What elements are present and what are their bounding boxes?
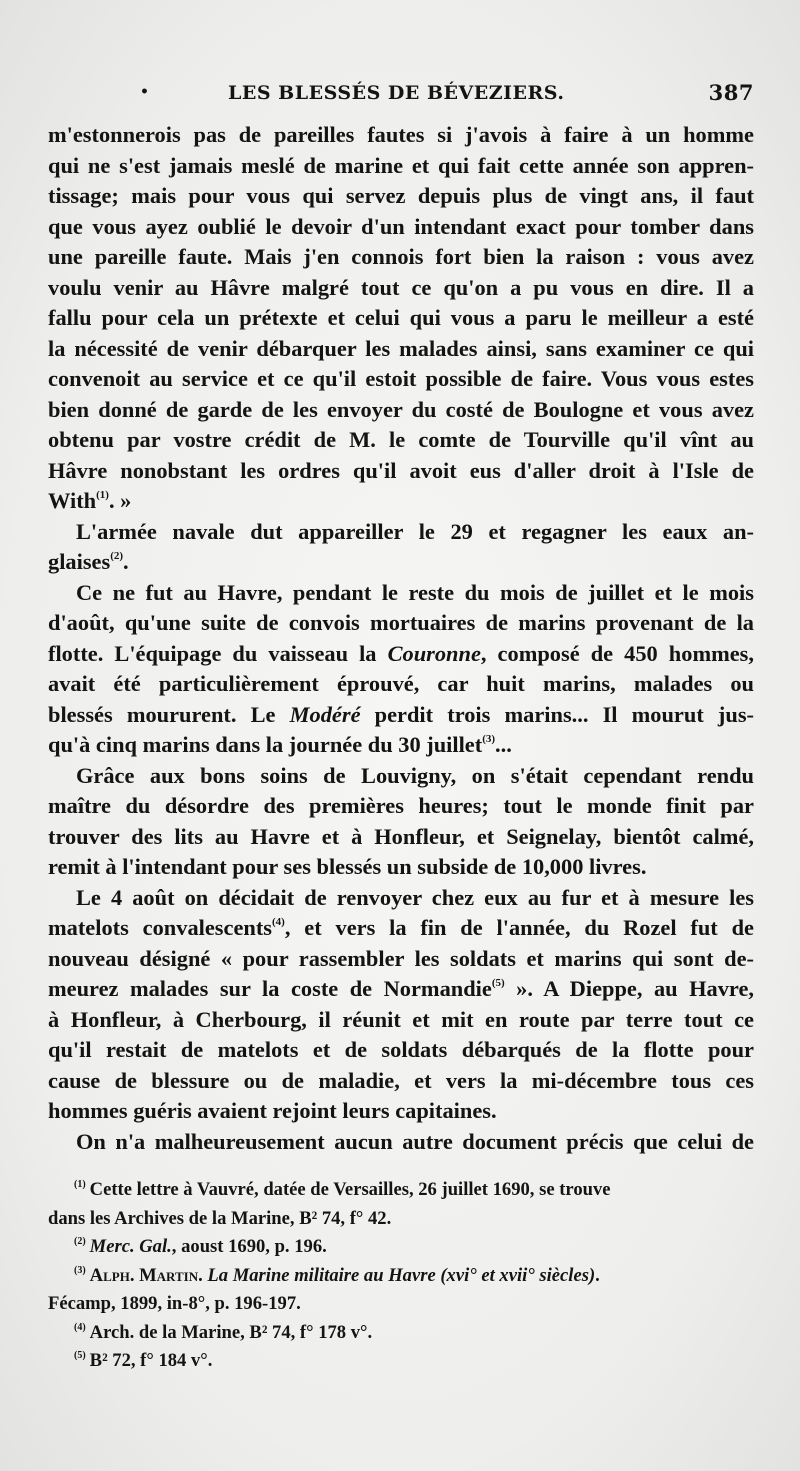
footnote-4 [48, 1319, 760, 1348]
ship-name-couronne: Couronne [387, 640, 481, 666]
text-fragment: With [48, 488, 97, 513]
text-line [48, 639, 754, 670]
text-fragment: flotte. L'équipage du vaisseau la [48, 640, 388, 666]
footnote-text: . [595, 1264, 600, 1286]
text-line: On n'a malheureusement aucun autre document précis que celui de [76, 1128, 754, 1154]
text-line: Hâvre nonobstant les ordres qu'il avoit eus d'aller droit à l'Isle de [48, 457, 754, 483]
text-line [48, 547, 754, 578]
footnote-book-subtitle: (xvi° et xvii° siècles) [440, 1264, 596, 1286]
footnote-mark: (2) [74, 1236, 86, 1247]
footnotes [48, 1176, 760, 1376]
footnote-ref-5[interactable]: (5) [491, 977, 505, 989]
header-dot: • [140, 84, 150, 100]
text-fragment: . [123, 549, 129, 574]
text-line: Ce ne fut au Havre, pendant le reste du mois de juillet et le mois [76, 579, 754, 605]
footnote-2 [48, 1233, 760, 1262]
text-fragment: perdit trois marins... Il mourut jus- [360, 701, 754, 727]
footnote-1-cont: dans les Archives de la Marine, B² 74, f° 42. [48, 1207, 392, 1229]
footnote-mark: (1) [74, 1179, 86, 1190]
text-line: avait été particulièrement éprouvé, car huit marins, malades ou [48, 671, 754, 696]
footnote-ref-3[interactable]: (3) [482, 733, 496, 745]
footnote-mark: (4) [74, 1321, 86, 1333]
footnote-1 [48, 1176, 760, 1205]
text-line: Grâce aux bons soins de Louvigny, on s'était cependant rendu [76, 762, 754, 788]
text-line: qui ne s'est jamais meslé de marine et qui fait cette année son appren- [48, 152, 754, 178]
text-line [48, 700, 754, 731]
footnote-ref-1[interactable]: (1) [96, 489, 109, 501]
text-line: m'estonnerois pas de pareilles fautes si j'avois à faire à un homme [48, 122, 754, 147]
text-line: convenoit au service et ce qu'il estoit possible de faire. Vous vous estes [48, 366, 754, 391]
footnote-mark: (3) [74, 1264, 86, 1276]
running-title: LES BLESSÉS DE BÉVEZIERS. [228, 82, 565, 104]
text-line: la nécessité de venir débarquer les malades ainsi, sans examiner ce qui [48, 335, 754, 361]
footnote-text: Arch. de la Marine, B² 74, f° 178 v°. [89, 1321, 373, 1343]
footnote-book-title: La Marine militaire au Havre [202, 1264, 441, 1286]
text-line: voulu venir au Hâvre malgré tout ce qu'on a pu vous en dire. Il a [48, 274, 754, 300]
text-fragment: . » [108, 488, 132, 513]
text-fragment: matelots convalescents [48, 915, 273, 940]
text-fragment: glaises [48, 549, 111, 574]
footnote-5 [48, 1347, 760, 1376]
text-line: cause de blessure ou de maladie, et vers la mi-décembre tous ces [48, 1067, 754, 1093]
text-fragment: qu'à cinq marins dans la journée du 30 juillet [48, 732, 483, 757]
text-line [48, 974, 754, 1005]
body-text [48, 120, 754, 1157]
text-fragment: , et vers la fin de l'année, du Rozel fut de [284, 915, 754, 940]
text-line: à Honfleur, à Cherbourg, il réunit et mit en route par terre tout ce [48, 1006, 754, 1032]
footnote-text: Cette lettre à Vauvré, datée de Versailles, 26 juillet 1690, se trouve [89, 1179, 611, 1200]
text-fragment: meurez malades sur la coste de Normandie [48, 976, 492, 1001]
footnote-ref-4[interactable]: (4) [272, 916, 285, 928]
footnote-mark: (5) [74, 1350, 86, 1361]
text-line: une pareille faute. Mais j'en connois fort bien la raison : vous avez [48, 244, 754, 269]
text-fragment: , composé de 450 hommes, [480, 640, 754, 666]
footnote-author: Alph. Martin. [89, 1264, 203, 1286]
text-line [48, 913, 754, 944]
text-line: trouver des lits au Havre et à Honfleur, et Seignelay, bientôt calmé, [48, 823, 754, 849]
text-line: obtenu par vostre crédit de M. le comte de Tourville qu'il vînt au [48, 427, 754, 452]
page-number: 387 [708, 80, 754, 105]
footnote-text: B² 72, f° 184 v°. [89, 1350, 213, 1371]
text-line: remit à l'intendant pour ses blessés un subside de 10,000 livres. [48, 854, 647, 879]
text-fragment: ». A Dieppe, au Havre, [504, 976, 754, 1001]
footnote-3-cont: Fécamp, 1899, in-8°, p. 196-197. [48, 1293, 301, 1314]
text-line: d'août, qu'une suite de convois mortuaires de marins provenant de la [48, 610, 754, 635]
footnote-3 [48, 1262, 760, 1291]
ship-name-modere: Modéré [289, 701, 361, 727]
text-line: tissage; mais pour vous qui servez depuis plus de vingt ans, il faut [48, 183, 754, 208]
text-fragment: ... [495, 732, 512, 757]
text-line: Le 4 août on décidait de renvoyer chez eux au fur et à mesure les [76, 884, 754, 910]
text-line: fallu pour cela un prétexte et celui qui vous a paru le meilleur a esté [48, 305, 754, 330]
footnote-ref-2[interactable]: (2) [110, 550, 124, 562]
text-line: nouveau désigné « pour rassembler les soldats et marins qui sont de- [48, 945, 754, 971]
text-line: L'armée navale dut appareiller le 29 et regagner les eaux an- [76, 518, 754, 544]
footnote-text: , aoust 1690, p. 196. [171, 1236, 327, 1257]
text-line [48, 486, 754, 517]
text-line [48, 730, 754, 761]
text-line: maître du désordre des premières heures; tout le monde finit par [48, 793, 754, 818]
text-line: hommes guéris avaient rejoint leurs capitaines. [48, 1098, 497, 1123]
text-line: que vous ayez oublié le devoir d'un intendant exact pour tomber dans [48, 213, 754, 239]
text-fragment: blessés moururent. Le [48, 701, 290, 727]
text-line: qu'il restait de matelots et de soldats débarqués de la flotte pour [48, 1037, 754, 1062]
footnote-source-title: Merc. Gal. [89, 1236, 172, 1257]
text-line: bien donné de garde de les envoyer du costé de Boulogne et vous avez [48, 396, 754, 422]
page-header [48, 80, 754, 110]
